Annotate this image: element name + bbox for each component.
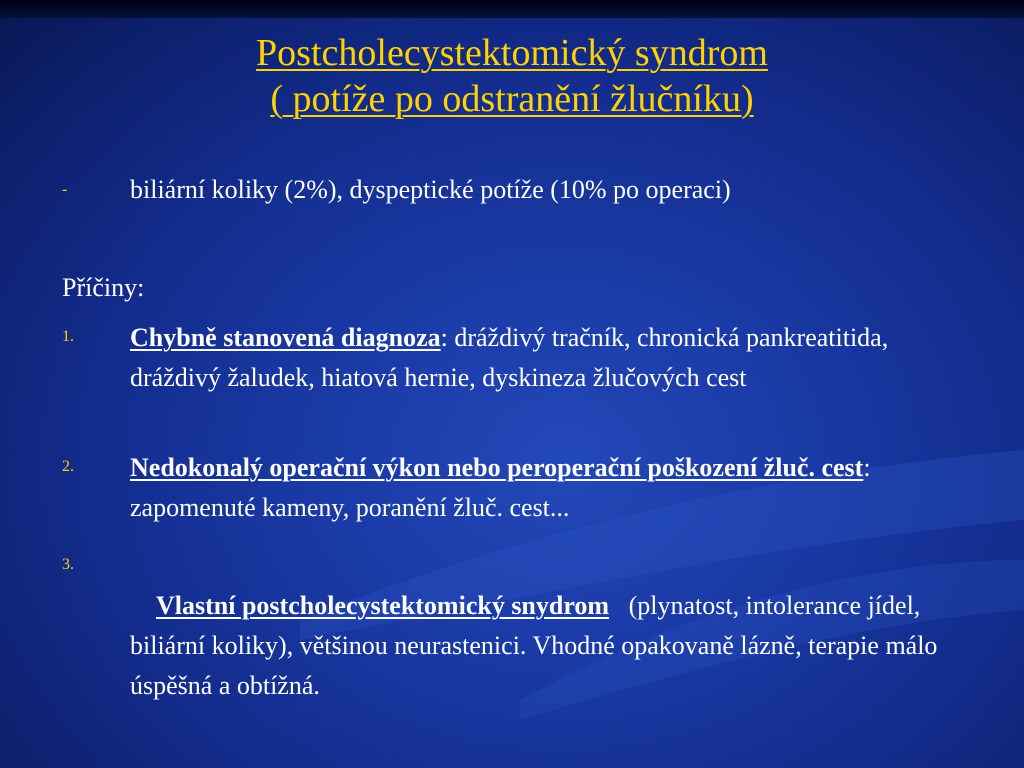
item-text: plynatost, intolerance jídel, biliární koliky), většinou neurastenici. Vhodné opakovaně lázně, terapie málo úspěšná a obtížná. (130, 591, 944, 700)
item-text: dráždivý tračník, chronická pankreatitida, dráždivý žaludek, hiatová hernie, dyskineza žlučových cest (130, 323, 889, 392)
item-body (130, 318, 970, 398)
item-heading: Chybně stanovená diagnoza (130, 323, 441, 352)
item-body (130, 546, 970, 746)
top-band (0, 0, 1024, 18)
dash-marker: - (62, 181, 68, 198)
item-heading: Vlastní postcholecystektomický snydrom (156, 591, 610, 620)
item-number: 2. (62, 458, 74, 475)
item-separator: ( (609, 591, 638, 620)
item-separator: : (440, 323, 448, 352)
item-text: zapomenuté kameny, poranění žluč. cest... (130, 493, 570, 522)
item-number: 3. (62, 556, 74, 573)
slide-title (0, 30, 1024, 122)
causes-label: Příčiny: (62, 273, 145, 302)
item-number: 1. (62, 328, 74, 345)
item-heading: Nedokonalý operační výkon nebo peroperační poškození žluč. cest (130, 453, 864, 482)
item-body (130, 448, 970, 528)
title-line-1: Postcholecystektomický syndrom (256, 32, 768, 74)
title-line-2: ( potíže po odstranění žlučníku) (270, 78, 754, 120)
item-separator: : (863, 453, 871, 482)
intro-bullet-text: biliární koliky (2%), dyspeptické potíže (10% po operaci) (130, 175, 731, 204)
